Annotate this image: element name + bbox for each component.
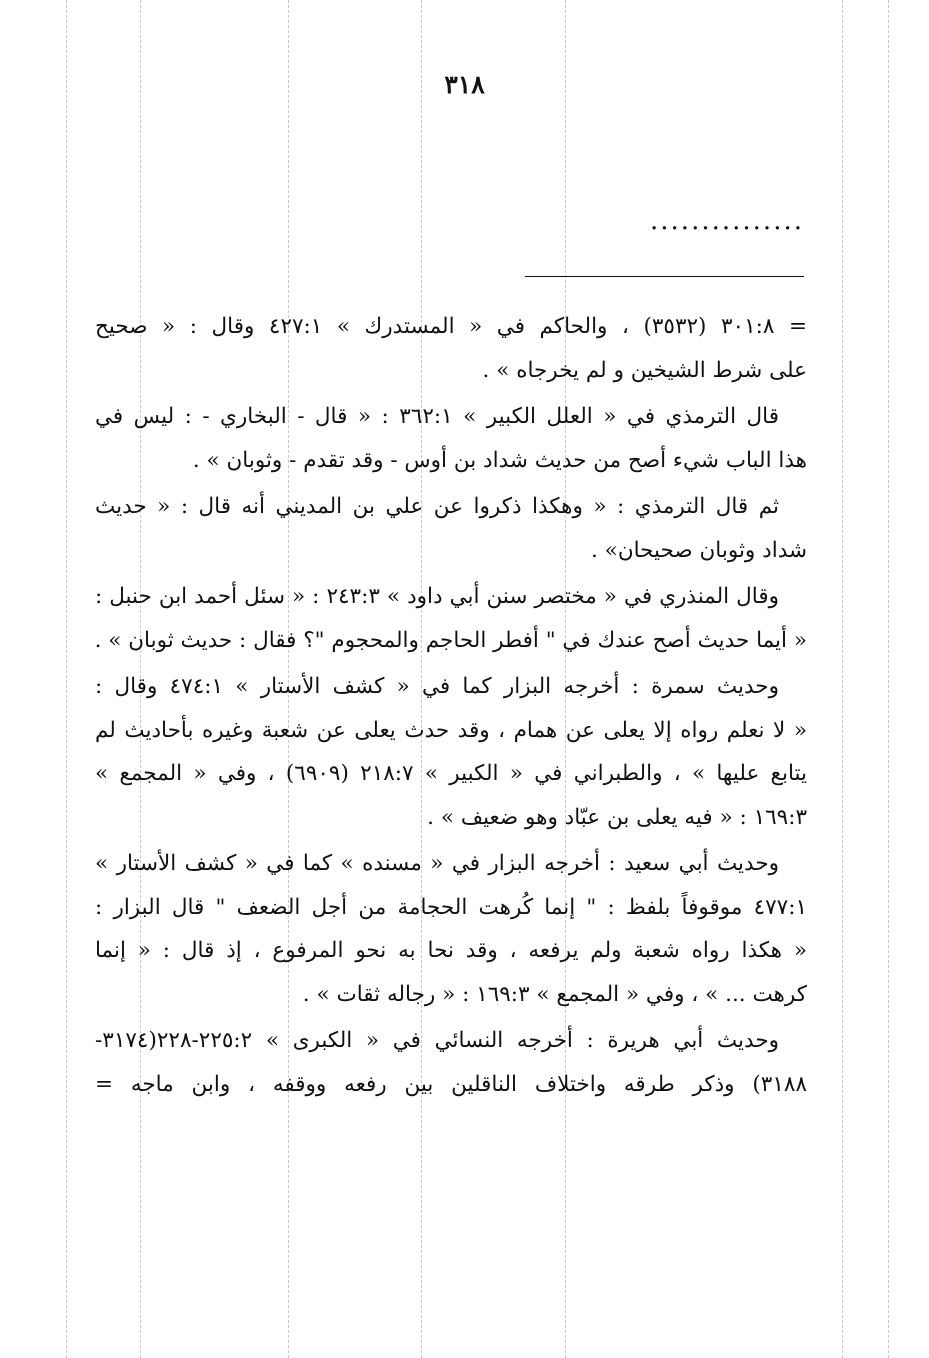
- text-line: ثم قال الترمذي : « وهكذا ذكروا عن علي بن المديني أنه قال : « حديث: [95, 494, 779, 519]
- scan-artifact-line: [66, 0, 67, 1358]
- footnote-rule: [525, 276, 804, 277]
- text-line: « هكذا رواه شعبة ولم يرفعه ، وقد نحا به نحو المرفوع ، إذ قال : « إنما: [95, 938, 807, 963]
- text-line: وقال المنذري في « مختصر سنن أبي داود » ٢٤٣:٣ : « سئل أحمد ابن حنبل :: [95, 584, 779, 609]
- footnote-paragraph: [95, 665, 807, 839]
- footnotes-section: [95, 305, 807, 1109]
- text-line: ٤٧٧:١ موقوفاً بلفظ : " إنما كُرهت الحجامة من أجل الضعف " قال البزار :: [95, 894, 807, 920]
- text-line: قال الترمذي في « العلل الكبير » ٣٦٢:١ : « قال - البخاري - : ليس في: [95, 404, 779, 429]
- footnote-paragraph: [95, 395, 807, 482]
- footnote-paragraph: [95, 305, 807, 392]
- text-line: كرهت ... » ، وفي « المجمع » ١٦٩:٣ : « رجاله ثقات » .: [302, 981, 807, 1007]
- text-line: « أيما حديث أصح عندك في " أفطر الحاجم والمحجوم "؟ فقال : حديث ثوبان » .: [95, 627, 807, 653]
- text-line: وحديث أبي هريرة : أخرجه النسائي في « الكبرى » ٢٢٥:٢-٢٢٨(٣١٧٤-: [95, 1028, 779, 1053]
- text-separator-dots: ...............: [650, 206, 804, 236]
- text-line: هذا الباب شيء أصح من حديث شداد بن أوس - وقد تقدم - وثوبان » .: [192, 447, 807, 473]
- text-line: شداد وثوبان صحيحان» .: [591, 537, 807, 563]
- footnote-paragraph: [95, 485, 807, 572]
- footnote-paragraph: [95, 1019, 807, 1106]
- text-line: « لا نعلم رواه إلا يعلى عن همام ، وقد حدث يعلى عن شعبة وغيره بأحاديث لم: [95, 717, 807, 743]
- page-number: ٣١٨: [444, 70, 485, 99]
- scan-artifact-line: [842, 0, 843, 1358]
- text-line: يتابع عليها » ، والطبراني في « الكبير » ٢١٨:٧ (٦٩٠٩) ، وفي « المجمع »: [95, 761, 807, 786]
- footnote-paragraph: [95, 575, 807, 662]
- scan-artifact-line: [888, 0, 889, 1358]
- footnote-paragraph: [95, 842, 807, 1016]
- text-line: = ٣٠١:٨ (٣٥٣٢) ، والحاكم في « المستدرك » ٤٢٧:١ وقال : « صحيح: [95, 314, 807, 339]
- text-line: وحديث سمرة : أخرجه البزار كما في « كشف الأستار » ٤٧٤:١ وقال :: [95, 674, 779, 699]
- text-line: وحديث أبي سعيد : أخرجه البزار في « مسنده » كما في « كشف الأستار »: [95, 851, 779, 876]
- text-line: على شرط الشيخين و لم يخرجاه » .: [482, 357, 807, 383]
- text-line: ٣١٨٨) وذكر طرقه واختلاف الناقلين بين رفعه ووقفه ، وابن ماجه =: [95, 1071, 807, 1097]
- text-line: ١٦٩:٣ : « فيه يعلى بن عبّاد وهو ضعيف » .: [427, 804, 807, 830]
